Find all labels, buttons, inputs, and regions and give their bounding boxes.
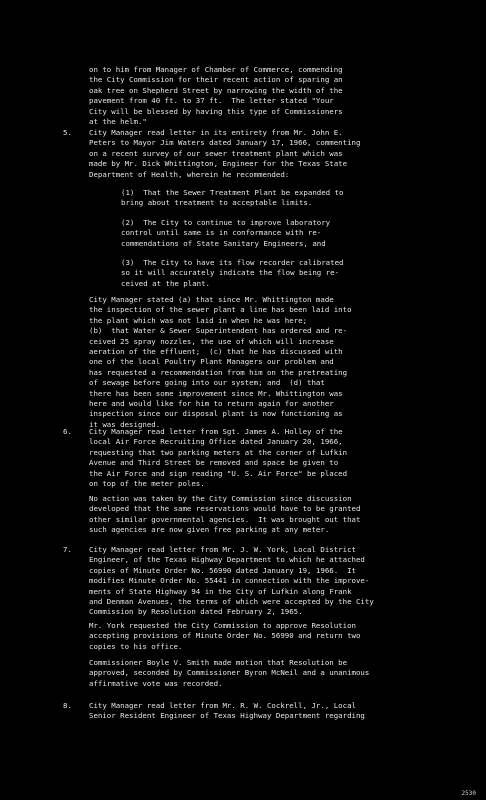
item-number-5: 5. [63, 128, 72, 137]
recommendation-2: (2) The City to continue to improve laboratory control until same is in conformance with re- commendations of State Sanitary Engineers, and [121, 218, 331, 248]
paragraph-motion: Commissioner Boyle V. Smith made motion that Resolution be approved, seconded by Commissioner Byron McNeil and a unanimous affirmative vote was recorded. [89, 658, 370, 688]
recommendation-3: (3) The City to have its flow recorder calibrated so it will accurately indicate the flow being re- ceived at the plant. [121, 258, 344, 288]
paragraph-manager-statement: City Manager stated (a) that since Mr. Whittington made the inspection of the sewer plant a line has been laid into the plant which was not laid in when he was here; (b) that Water & Sewer Superintendent has ordered and re- ceived 25 spray nozzles, the use of which will increase aeration of the effluent; (c) that he has discussed with one of the local Poultry Plant Managers our problem and has requested a recommendation from him on the pretreating of sewage before going into our system; and (d) that there has been some improvement since Mr. Whittington was here and would like for him to return again for another inspection since our disposal plant is now functioning as it was designed. [89, 295, 352, 429]
paragraph-air-force-letter: City Manager read letter from Sgt. James A. Holley of the local Air Force Recruiting Office dated January 20, 1966, requesting that two parking meters at the corner of Lufkin Avenue and Third Street be removed and space be given to the Air Force and sign reading "U. S. Air Force" be placed on top of the meter poles. [89, 427, 348, 489]
paragraph-cockrell-letter: City Manager read letter from Mr. R. W. Cockrell, Jr., Local Senior Resident Engineer of Texas Highway Department regarding [89, 701, 365, 721]
page-footer-number: 2530 [461, 790, 476, 797]
paragraph-sewer-survey: City Manager read letter in its entirety from Mr. John E. Peters to Mayor Jim Waters dated January 17, 1966, commenting on a recent survey of our sewer treatment plant which was made by Mr. Dick Whittington, Engineer for the Texas State Department of Health, wherein he recommended: [89, 128, 361, 179]
item-number-6: 6. [63, 427, 72, 436]
paragraph-oak-tree: on to him from Manager of Chamber of Commerce, commending the City Commission for their recent action of sparing an oak tree on Shepherd Street by narrowing the width of the pavement from 40 ft. to 37 ft. The letter stated "Your City will be blessed by having this type of Commissioners at the helm." [89, 65, 343, 127]
paragraph-highway-letter: City Manager read letter from Mr. J. W. York, Local District Engineer, of the Texas Highway Department to which he attached copies of Minute Order No. 56990 dated January 19, 1966. It modifies Minute Order No. 55441 in connection with the improve- ments of State Highway 94 in the City of Lufkin along Frank and Denman Avenues, the terms of which were accepted by the City Commission by Resolution dated February 2, 1965. [89, 545, 374, 617]
recommendation-1: (1) That the Sewer Treatment Plant be expanded to bring about treatment to acceptable limits. [121, 188, 344, 208]
item-number-7: 7. [63, 545, 72, 554]
paragraph-york-request: Mr. York requested the City Commission to approve Resolution accepting provisions of Minute Order No. 56990 and return two copies to his office. [89, 621, 361, 651]
paragraph-no-action: No action was taken by the City Commission since discussion developed that the same reservations would have to be granted other similar governmental agencies. It was brought out that such agencies are now given free parking at any meter. [89, 494, 361, 535]
item-number-8: 8. [63, 701, 72, 710]
